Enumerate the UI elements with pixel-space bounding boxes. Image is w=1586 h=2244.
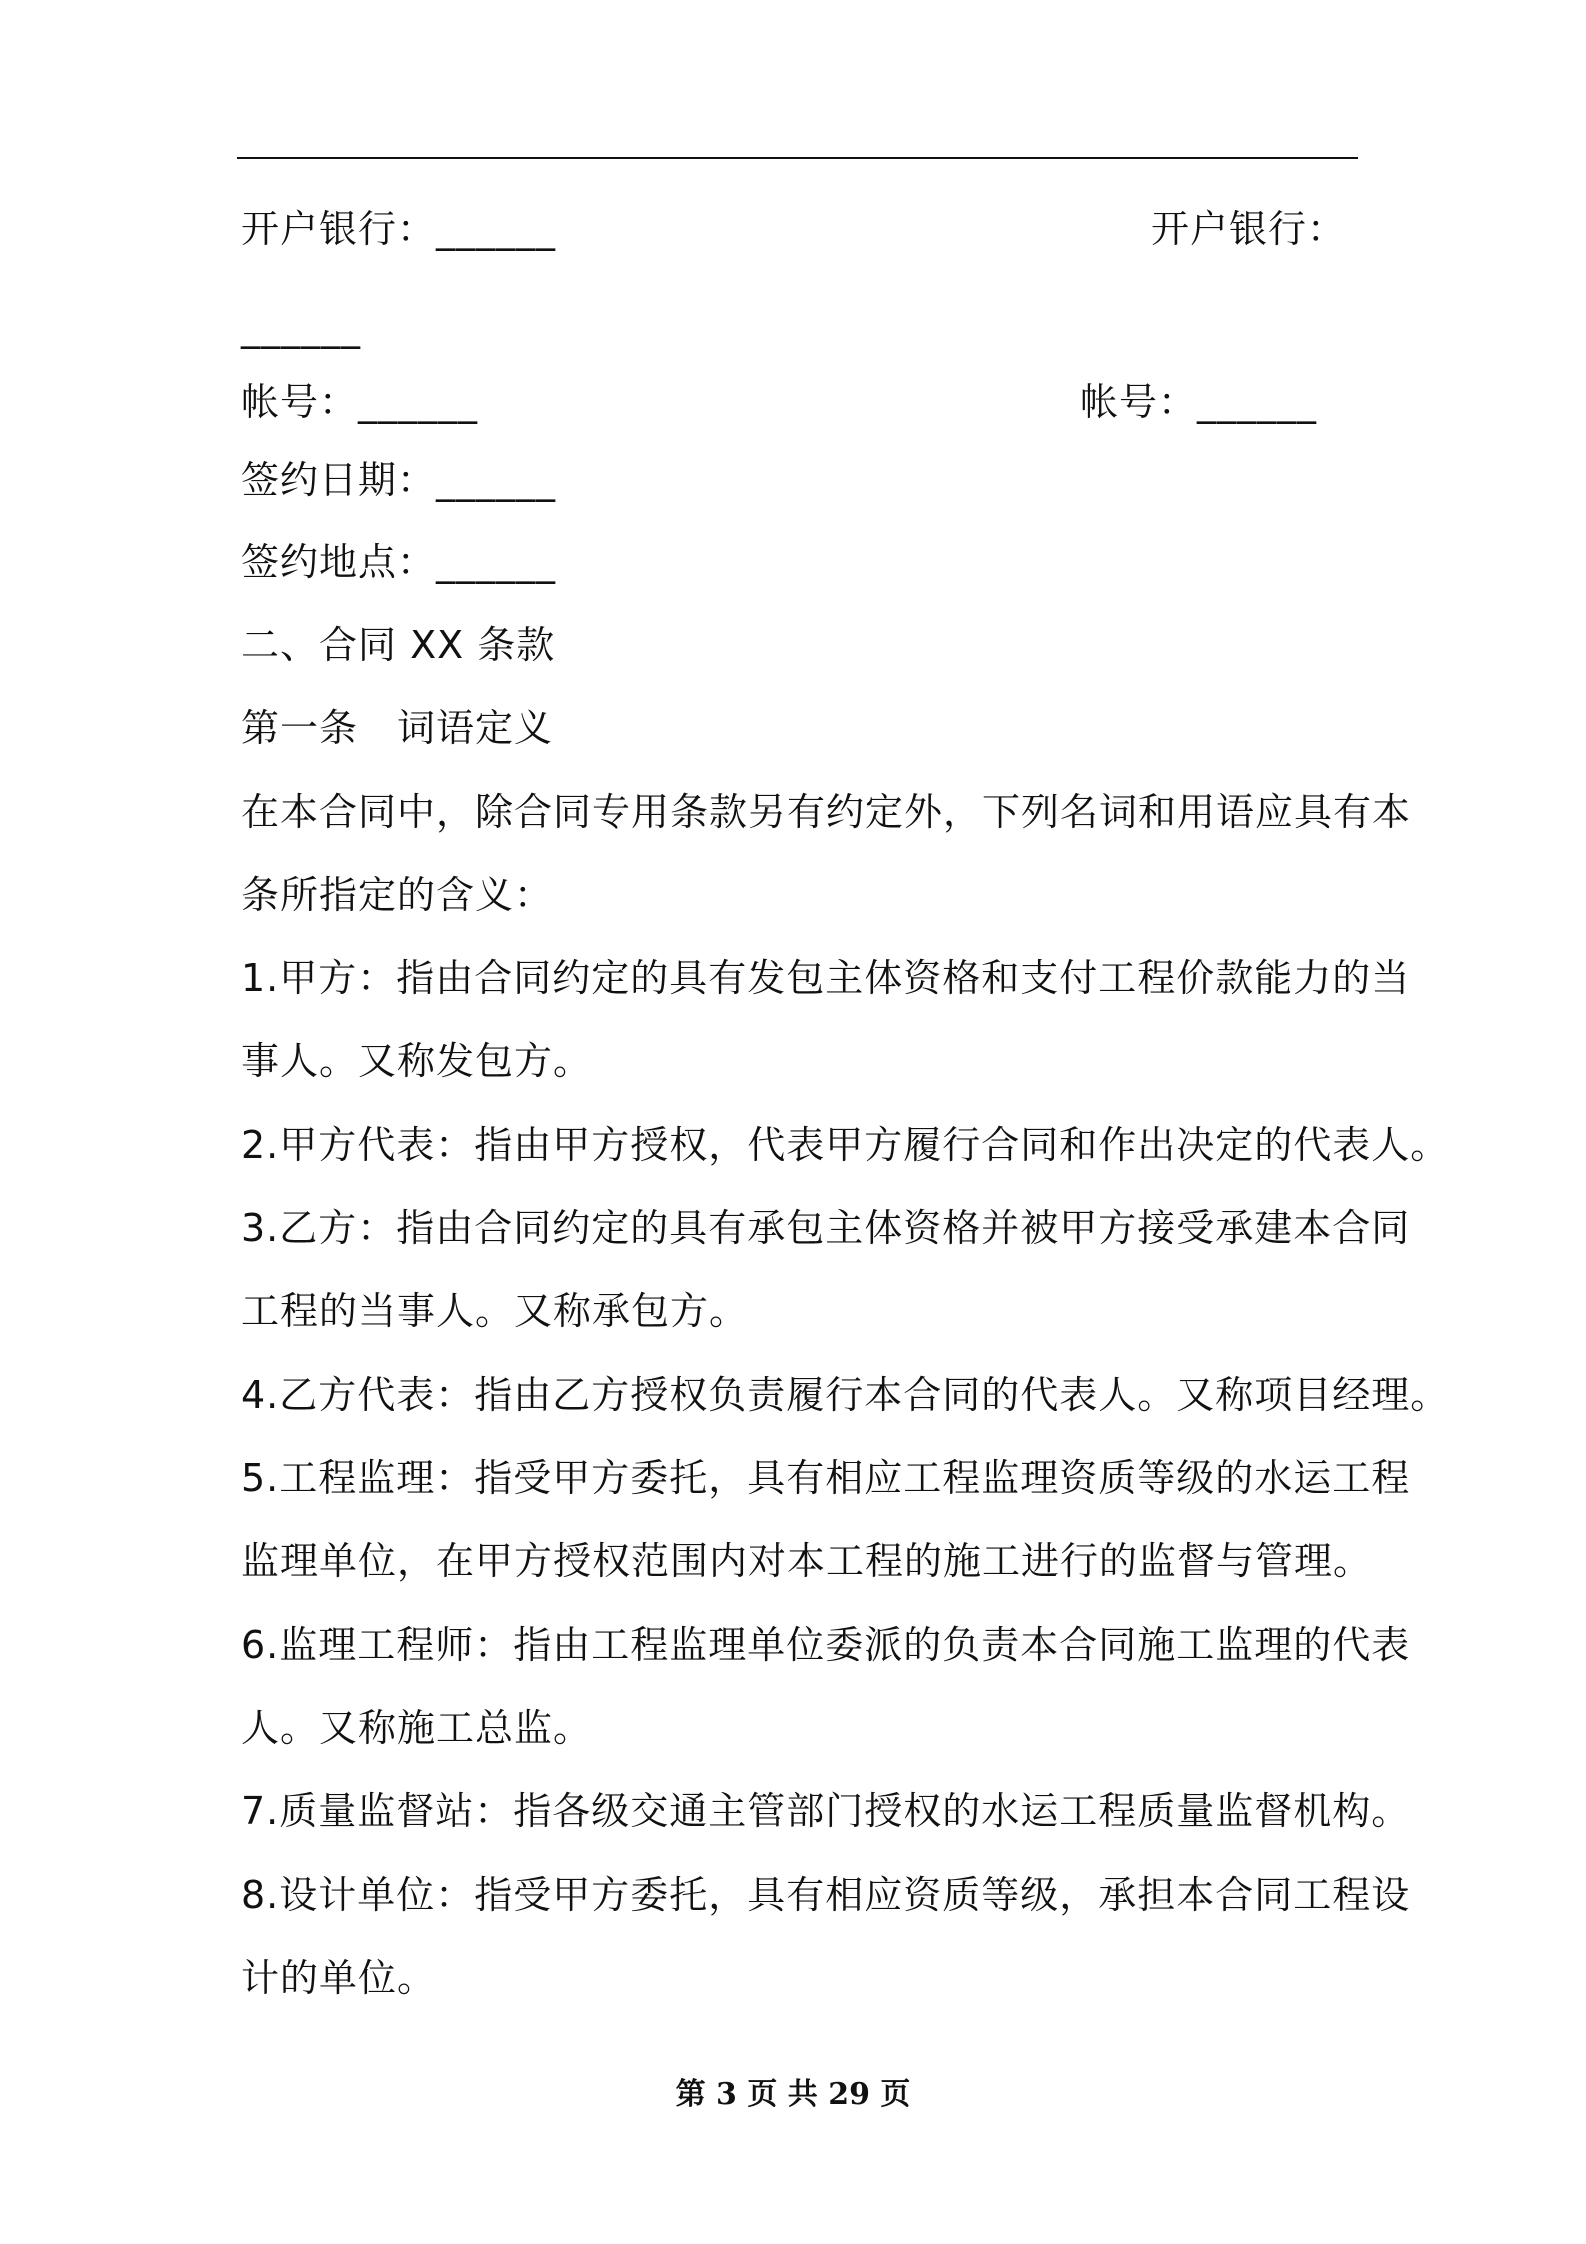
article-title: 第一条 词语定义 bbox=[241, 706, 554, 750]
definition-2: 2.甲方代表：指由甲方授权，代表甲方履行合同和作出决定的代表人。 bbox=[241, 1123, 1450, 1167]
definition-6: 6.监理工程师：指由工程监理单位委派的负责本合同施工监理的代表 bbox=[241, 1623, 1411, 1667]
definition-1: 1.甲方：指由合同约定的具有发包主体资格和支付工程价款能力的当 bbox=[241, 956, 1411, 1000]
bank-right: 开户银行： bbox=[1151, 207, 1347, 251]
paragraph-line: 条所指定的含义： bbox=[241, 873, 554, 917]
paragraph-line: 工程的当事人。又称承包方。 bbox=[241, 1289, 749, 1333]
definition-7: 7.质量监督站：指各级交通主管部门授权的水运工程质量监督机构。 bbox=[241, 1789, 1411, 1833]
definition-8: 8.设计单位：指受甲方委托，具有相应资质等级，承担本合同工程设 bbox=[241, 1873, 1411, 1917]
sign-place: 签约地点：______ bbox=[241, 540, 557, 584]
sign-date: 签约日期：______ bbox=[241, 458, 557, 502]
account-left: 帐号：______ bbox=[241, 380, 479, 424]
bank-left: 开户银行：______ bbox=[241, 207, 557, 251]
definition-3: 3.乙方：指由合同约定的具有承包主体资格并被甲方接受承建本合同 bbox=[241, 1206, 1411, 1250]
paragraph-line: 人。又称施工总监。 bbox=[241, 1706, 593, 1750]
paragraph-line: 事人。又称发包方。 bbox=[241, 1039, 593, 1083]
account-right: 帐号：______ bbox=[1080, 380, 1318, 424]
paragraph-line: 监理单位，在甲方授权范围内对本工程的施工进行的监督与管理。 bbox=[241, 1539, 1373, 1583]
definition-5: 5.工程监理：指受甲方委托，具有相应工程监理资质等级的水运工程 bbox=[241, 1456, 1411, 1500]
paragraph-line: 在本合同中，除合同专用条款另有约定外，下列名词和用语应具有本 bbox=[241, 790, 1412, 834]
page-number-footer: 第 3 页 共 29 页 bbox=[675, 2077, 911, 2112]
section-title: 二、合同 XX 条款 bbox=[241, 623, 556, 667]
bank-right-continuation: ______ bbox=[241, 305, 361, 349]
paragraph-line: 计的单位。 bbox=[241, 1956, 437, 2000]
definition-4: 4.乙方代表：指由乙方授权负责履行本合同的代表人。又称项目经理。 bbox=[241, 1373, 1450, 1417]
header-rule bbox=[237, 157, 1358, 159]
